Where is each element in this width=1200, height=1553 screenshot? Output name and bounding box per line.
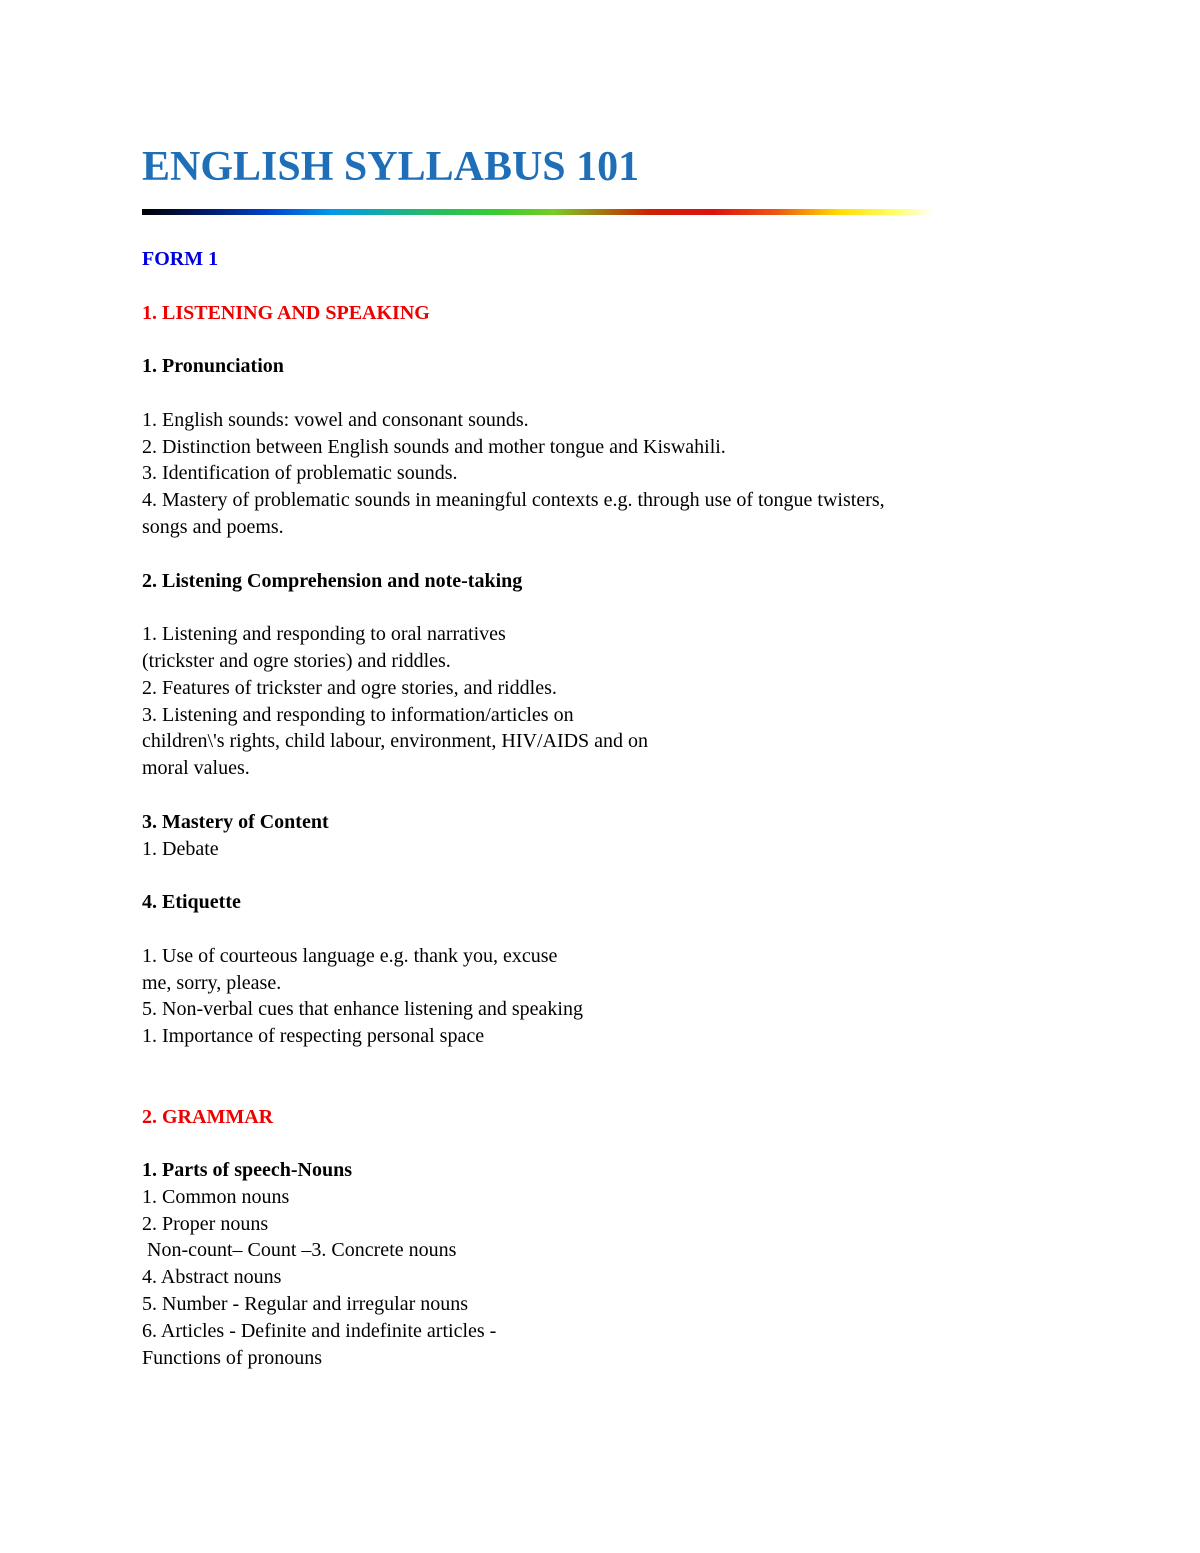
form-label: FORM 1 — [142, 248, 219, 270]
list-item: 1. English sounds: vowel and consonant sounds. — [142, 408, 529, 431]
list-item: 5. Number - Regular and irregular nouns — [142, 1293, 469, 1316]
list-item: 2. Proper nouns — [142, 1212, 269, 1235]
list-item: 6. Articles - Definite and indefinite articles - — [142, 1319, 497, 1342]
list-item: children\'s rights, child labour, environment, HIV/AIDS and on — [142, 730, 649, 753]
section-heading-grammar: 2. GRAMMAR — [142, 1105, 274, 1128]
list-item: Non-count– Count –3. Concrete nouns — [142, 1239, 457, 1262]
list-item: 2. Features of trickster and ogre stories, and riddles. — [142, 676, 557, 699]
list-item: 4. Mastery of problematic sounds in meaningful contexts e.g. through use of tongue twisters, — [142, 489, 885, 512]
document-title: ENGLISH SYLLABUS 101 — [142, 144, 640, 190]
section-heading-listening-speaking: 1. LISTENING AND SPEAKING — [142, 301, 430, 324]
list-item: 3. Listening and responding to information/articles on — [142, 703, 574, 726]
subsection-heading-mastery-of-content: 3. Mastery of Content — [142, 810, 329, 833]
list-item: songs and poems. — [142, 515, 284, 538]
list-item: 1. Debate — [142, 837, 219, 860]
list-item: 1. Listening and responding to oral narratives — [142, 623, 506, 646]
list-item: Functions of pronouns — [142, 1346, 322, 1369]
list-item: 1. Use of courteous language e.g. thank you, excuse — [142, 944, 558, 967]
rainbow-divider — [142, 209, 934, 215]
subsection-heading-listening-comprehension: 2. Listening Comprehension and note-taking — [142, 569, 523, 592]
list-item: 1. Common nouns — [142, 1185, 290, 1208]
list-item: 3. Identification of problematic sounds. — [142, 462, 458, 485]
subsection-heading-etiquette: 4. Etiquette — [142, 891, 241, 914]
list-item: 1. Importance of respecting personal space — [142, 1025, 485, 1048]
syllabus-body — [142, 246, 1082, 1371]
list-item: moral values. — [142, 757, 250, 780]
subsection-heading-pronunciation: 1. Pronunciation — [142, 355, 284, 378]
list-item: (trickster and ogre stories) and riddles. — [142, 649, 451, 672]
list-item: 2. Distinction between English sounds and mother tongue and Kiswahili. — [142, 435, 726, 458]
list-item: 5. Non-verbal cues that enhance listening and speaking — [142, 998, 583, 1021]
list-item: me, sorry, please. — [142, 971, 282, 994]
subsection-heading-parts-of-speech-nouns: 1. Parts of speech-Nouns — [142, 1159, 352, 1182]
list-item: 4. Abstract nouns — [142, 1266, 282, 1289]
